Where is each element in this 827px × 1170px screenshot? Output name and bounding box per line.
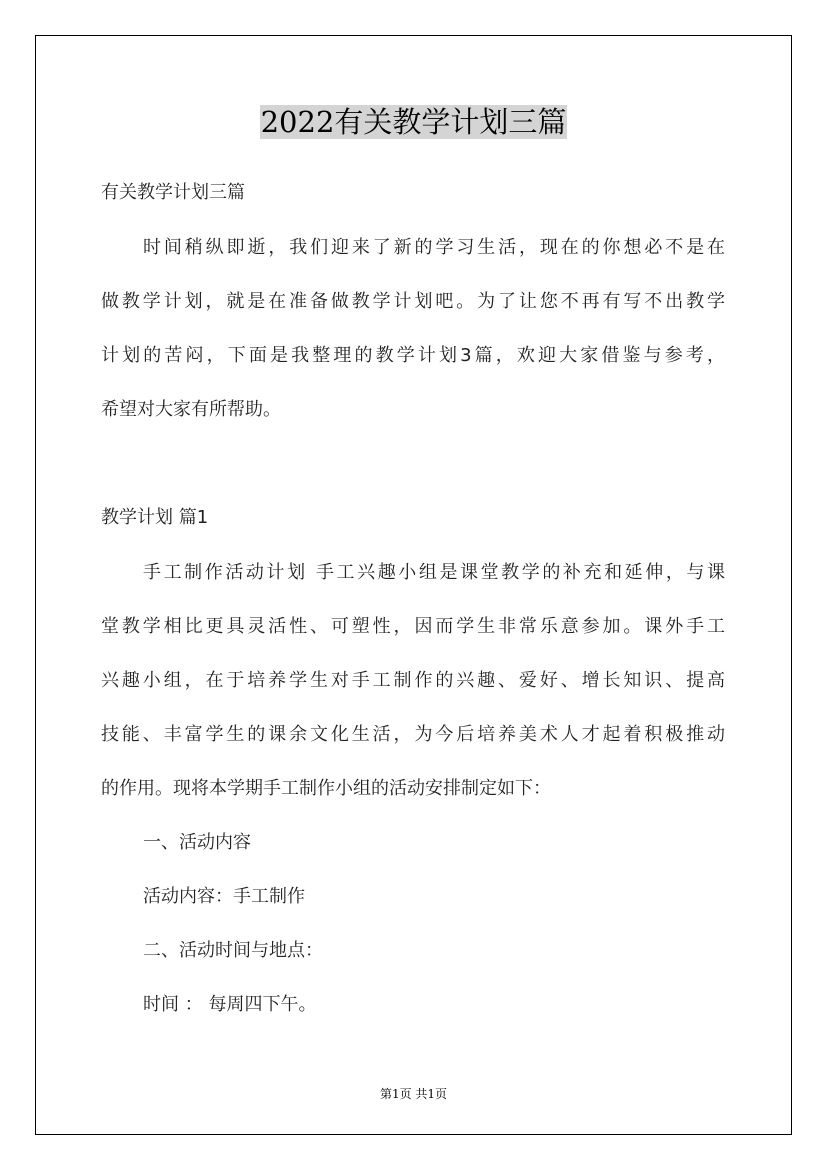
intro-line: 计划的苦闷，下面是我整理的教学计划3篇，欢迎大家借鉴与参考， (101, 345, 725, 366)
body-line: 堂教学相比更具灵活性、可塑性，因而学生非常乐意参加。课外手工 (101, 616, 725, 637)
list-item: 活动内容：手工制作 (143, 886, 305, 907)
body-line: 手工制作活动计划 手工兴趣小组是课堂教学的补充和延伸，与课 (143, 562, 725, 583)
page-footer: 第1页 共1页 (379, 1087, 448, 1101)
list-item: 一、活动内容 (143, 832, 251, 853)
document-subtitle: 有关教学计划三篇 (101, 182, 245, 203)
section-heading: 教学计划 篇1 (101, 507, 209, 528)
document-title: 2022有关教学计划三篇 (260, 105, 567, 139)
intro-line: 时间稍纵即逝，我们迎来了新的学习生活，现在的你想必不是在 (143, 237, 725, 258)
intro-line: 希望对大家有所帮助。 (101, 399, 281, 420)
body-line: 技能、丰富学生的课余文化生活，为今后培养美术人才起着积极推动 (101, 724, 725, 745)
intro-line: 做教学计划，就是在准备做教学计划吧。为了让您不再有写不出教学 (101, 291, 725, 312)
list-item: 时间 ： 每周四下午。 (143, 994, 317, 1015)
body-line: 兴趣小组，在于培养学生对手工制作的兴趣、爱好、增长知识、提高 (101, 670, 725, 691)
body-line: 的作用。现将本学期手工制作小组的活动安排制定如下： (101, 778, 551, 799)
list-item: 二、活动时间与地点： (143, 940, 323, 961)
